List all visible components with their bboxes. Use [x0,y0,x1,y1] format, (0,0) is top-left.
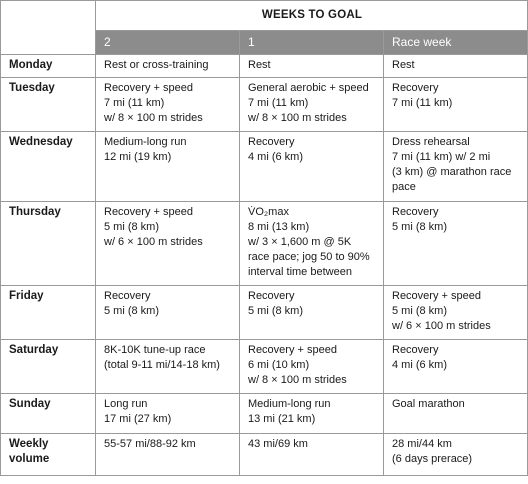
cell-text-line: Recovery [392,206,439,218]
cell-text-line: 8 mi (13 km) [248,221,310,233]
cell-text-line: Recovery [392,82,439,94]
cell-saturday-2-weeks [96,340,240,394]
table-row-sunday [1,394,528,434]
column-header-race-week: Race week [384,31,528,55]
cell-text-line: w/ 6 × 100 m strides [392,320,491,332]
cell-weekly-volume-race-week [384,434,528,476]
cell-monday-2-weeks [96,55,240,78]
cell-text-line: Recovery + speed [104,206,193,218]
cell-thursday-1-week [240,202,384,286]
cell-text-line: (3 km) @ marathon race [392,166,512,178]
table-row-monday [1,55,528,78]
cell-text-line: (6 days prerace) [392,453,473,465]
day-label-tuesday: Tuesday [1,78,96,132]
cell-text-line: 5 mi (8 km) [104,305,159,317]
cell-thursday-2-weeks [96,202,240,286]
cell-text-line: Recovery + speed [248,344,337,356]
cell-text-line: 43 mi/69 km [248,438,308,450]
cell-text-line: Rest [248,59,271,71]
cell-text-line: Rest or cross-training [104,59,209,71]
cell-text-line: 4 mi (6 km) [248,151,303,163]
day-label-sunday: Sunday [1,394,96,434]
day-label-monday: Monday [1,55,96,78]
cell-friday-2-weeks [96,286,240,340]
day-label-weekly-volume: Weekly volume [1,434,96,476]
cell-text-line: General aerobic + speed [248,82,369,94]
table-row-saturday [1,340,528,394]
cell-text-line: 5 mi (8 km) [104,221,159,233]
cell-text-line: 55-57 mi/88-92 km [104,438,196,450]
cell-text-line: pace [392,181,416,193]
corner-cell [1,1,96,55]
cell-text-line: Recovery + speed [104,82,193,94]
cell-text-line: race pace; jog 50 to 90% [248,251,370,263]
cell-text-line: Goal marathon [392,398,465,410]
cell-text-line: 5 mi (8 km) [248,305,303,317]
table-row-wednesday [1,132,528,202]
cell-sunday-1-week [240,394,384,434]
weeks-to-goal-header: WEEKS TO GOAL [96,1,528,31]
cell-text-line: 8K-10K tune-up race [104,344,206,356]
cell-wednesday-2-weeks [96,132,240,202]
cell-friday-1-week [240,286,384,340]
table-row-weekly-volume [1,434,528,476]
cell-text-line: 12 mi (19 km) [104,151,172,163]
cell-text-line: (total 9-11 mi/14-18 km) [104,359,220,371]
cell-text-line: Recovery [392,344,439,356]
cell-text-line: w/ 6 × 100 m strides [104,236,203,248]
cell-text-line: 4 mi (6 km) [392,359,447,371]
cell-text-line: 5 mi (8 km) [392,305,447,317]
cell-text-line: w/ 8 × 100 m strides [248,374,347,386]
cell-text-line: w/ 3 × 1,600 m @ 5K [248,236,352,248]
cell-wednesday-1-week [240,132,384,202]
cell-text-line: interval time between [248,266,352,278]
cell-text-line: 5 mi (8 km) [392,221,447,233]
cell-text-line: V̇O₂max [248,206,289,218]
table-row-thursday [1,202,528,286]
cell-tuesday-race-week [384,78,528,132]
cell-monday-race-week [384,55,528,78]
day-label-thursday: Thursday [1,202,96,286]
day-label-wednesday: Wednesday [1,132,96,202]
cell-monday-1-week [240,55,384,78]
schedule-body [1,55,528,476]
cell-sunday-race-week [384,394,528,434]
cell-tuesday-2-weeks [96,78,240,132]
column-header-1-week: 1 [240,31,384,55]
cell-weekly-volume-2-weeks [96,434,240,476]
table-row-tuesday [1,78,528,132]
cell-text-line: w/ 8 × 100 m strides [104,112,203,124]
column-header-2-weeks: 2 [96,31,240,55]
cell-text-line: 17 mi (27 km) [104,413,172,425]
cell-thursday-race-week [384,202,528,286]
cell-text-line: 7 mi (11 km) [104,97,165,109]
cell-sunday-2-weeks [96,394,240,434]
cell-text-line: 7 mi (11 km) [392,97,453,109]
day-label-friday: Friday [1,286,96,340]
table-row-friday [1,286,528,340]
cell-text-line: Recovery [248,290,295,302]
cell-text-line: w/ 8 × 100 m strides [248,112,347,124]
cell-text-line: Recovery [248,136,295,148]
cell-text-line: Medium-long run [104,136,187,148]
cell-saturday-1-week [240,340,384,394]
day-label-saturday: Saturday [1,340,96,394]
cell-text-line: 7 mi (11 km) [248,97,309,109]
cell-friday-race-week [384,286,528,340]
cell-text-line: Long run [104,398,148,410]
cell-saturday-race-week [384,340,528,394]
cell-text-line: Rest [392,59,415,71]
cell-text-line: Medium-long run [248,398,331,410]
cell-tuesday-1-week [240,78,384,132]
cell-text-line: 7 mi (11 km) w/ 2 mi [392,151,491,163]
goal-header-row [1,1,528,31]
cell-text-line: Recovery [104,290,151,302]
cell-text-line: Dress rehearsal [392,136,470,148]
cell-wednesday-race-week [384,132,528,202]
cell-text-line: 13 mi (21 km) [248,413,316,425]
cell-text-line: 28 mi/44 km [392,438,452,450]
cell-text-line: 6 mi (10 km) [248,359,310,371]
cell-text-line: Recovery + speed [392,290,481,302]
cell-weekly-volume-1-week [240,434,384,476]
